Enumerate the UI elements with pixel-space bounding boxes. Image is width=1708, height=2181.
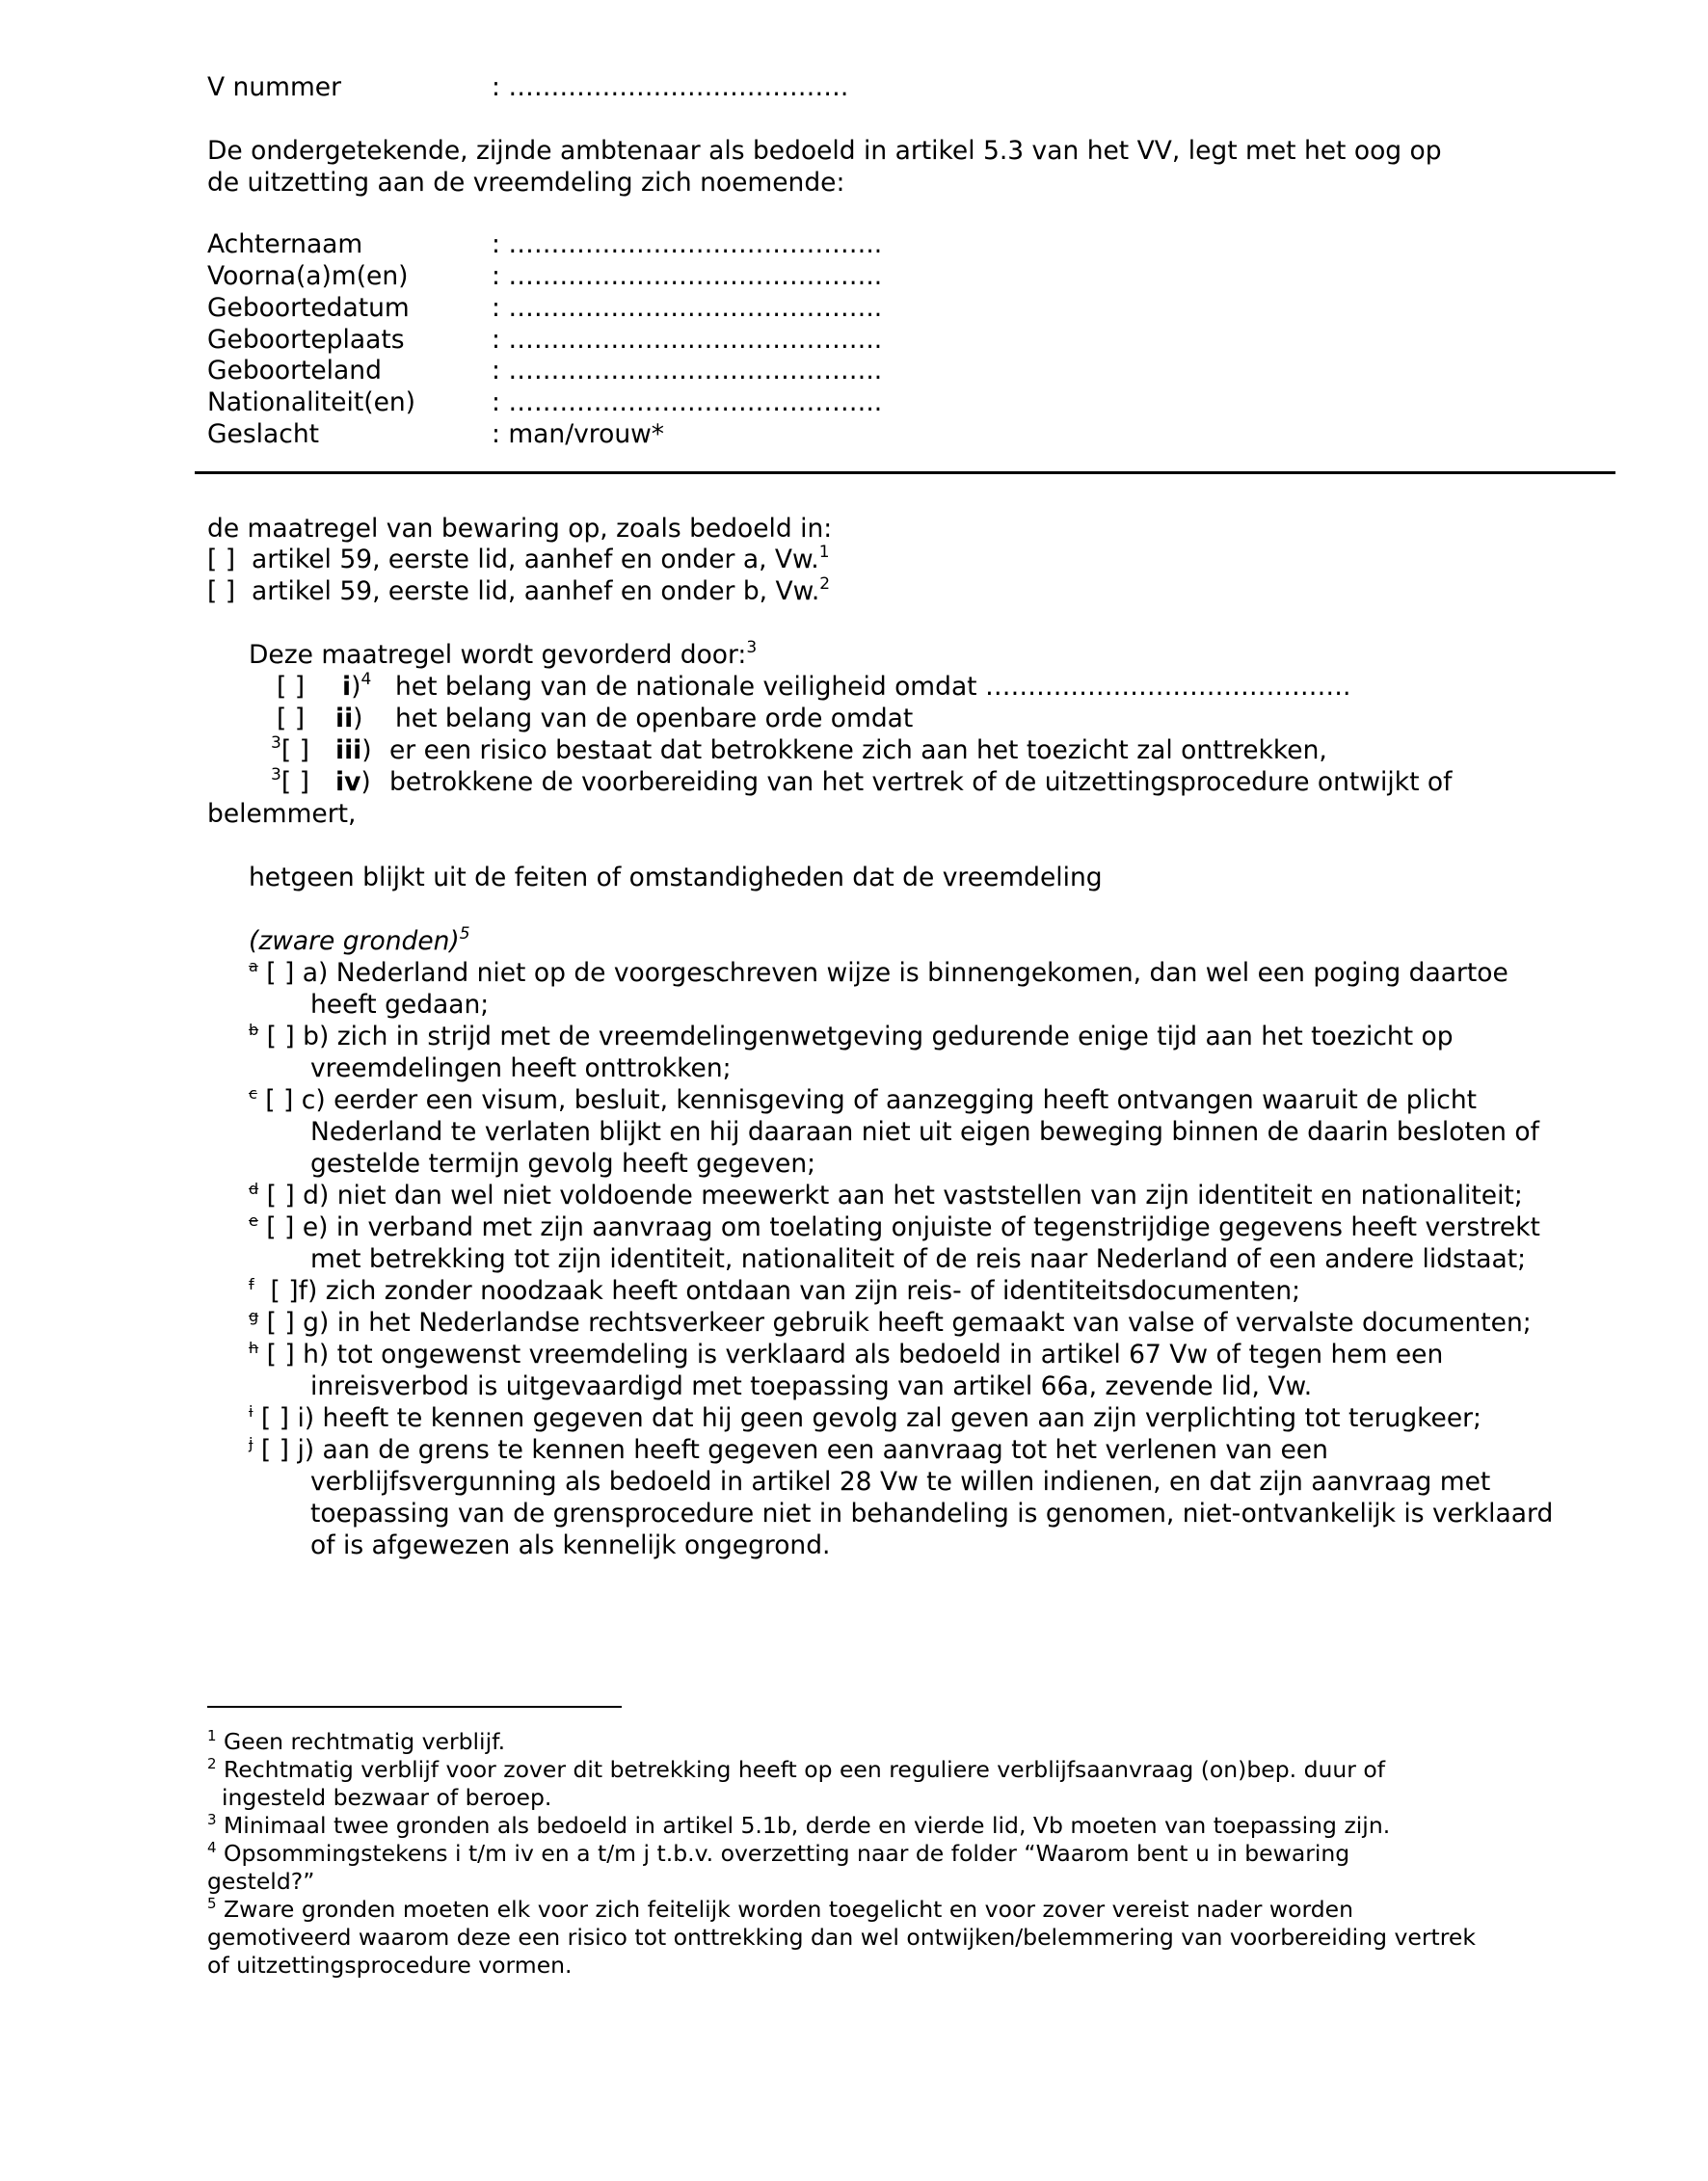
ground-text: h) tot ongewenst vreemdeling is verklaard als bedoeld in artikel 67 Vw of tegen hem een <box>303 1340 1444 1370</box>
ground-item-c <box>249 1084 1477 1116</box>
v-nummer-label: V nummer <box>207 72 341 102</box>
field-value-achternaam[interactable]: : …………………………………….. <box>492 229 883 259</box>
ground-marker: d <box>249 1180 259 1198</box>
required-by-item-iv <box>271 766 309 798</box>
footnote-ref[interactable]: 5 <box>459 924 470 944</box>
footnote-text: Rechtmatig verblijf voor zover dit betrekking heeft op een reguliere verblijfsaanvraag (on)bep. duur of <box>224 1756 1386 1783</box>
checkbox-article-59a[interactable]: [ ] <box>207 545 236 574</box>
ground-text-cont: inreisverbod is uitgevaardigd met toepassing van artikel 66a, zevende lid, Vw. <box>310 1371 1313 1401</box>
checkbox-article-59b[interactable]: [ ] <box>207 576 236 606</box>
footnote-ref[interactable]: 2 <box>819 574 831 594</box>
checkbox-ground-j[interactable]: [ ] <box>260 1435 289 1465</box>
ground-item-g <box>249 1307 1532 1339</box>
field-value-geboorteplaats[interactable]: : …………………………………….. <box>492 325 883 355</box>
intro-line-2: de uitzetting aan de vreemdeling zich noemende: <box>207 168 845 198</box>
field-label-geboortedatum: Geboortedatum <box>207 293 410 323</box>
required-by-title-text: Deze maatregel wordt gevorderd door: <box>249 640 747 670</box>
checkbox-ground-g[interactable]: [ ] <box>266 1308 295 1338</box>
required-by-item-iv-label: iv) <box>335 767 371 797</box>
checkbox-ground-b[interactable]: [ ] <box>266 1022 295 1051</box>
ground-text-cont: verblijfsvergunning als bedoeld in artikel 28 Vw te willen indienen, en dat zijn aanvraag met <box>310 1467 1491 1497</box>
ground-text: j) aan de grens te kennen heeft gegeven een aanvraag tot het verlenen van een <box>297 1435 1328 1465</box>
section-divider <box>195 471 1615 474</box>
intro-line-1: De ondergetekende, zijnde ambtenaar als bedoeld in artikel 5.3 van het VV, legt met het oog op <box>207 136 1442 166</box>
ground-item-d <box>249 1180 1523 1211</box>
ground-item-e <box>249 1211 1540 1243</box>
footnote-text: Opsommingstekens i t/m iv en a t/m j t.b.v. overzetting naar de folder “Waarom bent u in bewaring <box>224 1840 1350 1867</box>
checkbox-risk-evasion[interactable]: [ ] <box>280 735 309 765</box>
ground-text: a) Nederland niet op de voorgeschreven wijze is binnengekomen, dan wel een poging daartoe <box>302 958 1508 988</box>
ground-marker: b <box>249 1021 259 1039</box>
required-by-item-ii-text: het belang van de openbare orde omdat <box>395 704 914 733</box>
required-by-item-i-label: i)$^4$ <box>342 670 372 702</box>
footnote-1 <box>207 1728 505 1756</box>
ground-item-h <box>249 1339 1443 1370</box>
ground-text-cont: vreemdelingen heeft onttrokken; <box>310 1053 732 1083</box>
ground-text-cont: heeft gedaan; <box>310 990 490 1020</box>
ground-text: d) niet dan wel niet voldoende meewerkt aan het vaststellen van zijn identiteit en nationaliteit; <box>303 1181 1523 1210</box>
footnote-2-cont: ingesteld bezwaar of beroep. <box>222 1784 552 1811</box>
required-by-item-iv-text: betrokkene de voorbereiding van het vertrek of de uitzettingsprocedure ontwijkt of <box>389 767 1453 797</box>
ground-marker: e <box>249 1211 258 1230</box>
required-by-item-ii-label: ii) <box>335 704 363 733</box>
required-by-item-ii <box>277 703 305 734</box>
ground-item-i <box>249 1402 1481 1434</box>
ground-text: b) zich in strijd met de vreemdelingenwetgeving gedurende enige tijd aan het toezicht op <box>303 1022 1454 1051</box>
footnote-ref[interactable]: 1 <box>818 543 830 562</box>
ground-item-a <box>249 957 1508 989</box>
footnote-5-cont: of uitzettingsprocedure vormen. <box>207 1952 573 1979</box>
footnote-text: Minimaal twee gronden als bedoeld in artikel 5.1b, derde en vierde lid, Vb moeten van toepassing zijn. <box>224 1812 1391 1839</box>
ground-marker: i <box>249 1402 254 1421</box>
item-number: ii <box>335 704 354 733</box>
ground-text: c) eerder een visum, besluit, kennisgeving of aanzegging heeft ontvangen waaruit de plicht <box>301 1085 1478 1115</box>
ground-text: i) heeft te kennen gegeven dat hij geen gevolg zal geven aan zijn verplichting tot terugkeer; <box>297 1403 1481 1433</box>
checkbox-ground-a[interactable]: [ ] <box>266 958 295 988</box>
ground-marker: h <box>249 1339 259 1357</box>
field-label-nationaliteit: Nationaliteit(en) <box>207 387 416 417</box>
field-value-nationaliteit[interactable]: : …………………………………….. <box>492 387 883 417</box>
footnote-number: 4 <box>207 1839 217 1856</box>
required-by-item-iii-label: iii) <box>335 735 372 765</box>
footnote-number: 5 <box>207 1895 217 1912</box>
ground-item-b <box>249 1021 1454 1052</box>
ground-text-cont: toepassing van de grensprocedure niet in behandeling is genomen, niet-ontvankelijk is verklaard <box>310 1499 1554 1529</box>
footnote-number: 3 <box>207 1811 217 1828</box>
required-by-item-i-text: het belang van de nationale veiligheid omdat ……………………………………. <box>395 672 1351 702</box>
footnote-number: 1 <box>207 1727 217 1744</box>
field-value-geboorteland[interactable]: : …………………………………….. <box>492 356 883 386</box>
checkbox-ground-e[interactable]: [ ] <box>266 1212 295 1242</box>
footnote-5 <box>207 1896 1353 1924</box>
ground-text-cont: gestelde termijn gevolg heeft gegeven; <box>310 1149 816 1179</box>
grounds-title-text: (zware gronden) <box>249 926 460 956</box>
footnote-separator <box>207 1706 622 1708</box>
field-label-achternaam: Achternaam <box>207 229 363 259</box>
item-number: iv <box>335 767 361 797</box>
footnote-5-cont: gemotiveerd waarom deze een risico tot onttrekking dan wel ontwijken/belemmering van voorbereiding vertrek <box>207 1924 1476 1951</box>
ground-marker: f <box>249 1275 254 1293</box>
footnote-4 <box>207 1840 1349 1868</box>
field-label-geslacht: Geslacht <box>207 419 320 449</box>
field-label-voornamen: Voorna(a)m(en) <box>207 261 409 291</box>
field-label-geboorteland: Geboorteland <box>207 356 382 386</box>
footnote-text: Zware gronden moeten elk voor zich feitelijk worden toegelicht en voor zover vereist nader worden <box>224 1896 1354 1923</box>
required-by-item-iii <box>271 734 309 766</box>
footnote-4-cont: gesteld?” <box>207 1868 315 1895</box>
footnote-ref[interactable]: 4 <box>360 670 372 689</box>
grounds-title <box>249 925 470 957</box>
footnote-text: Geen rechtmatig verblijf. <box>224 1728 506 1755</box>
measure-option-a <box>207 544 830 575</box>
field-value-voornamen[interactable]: : …………………………………….. <box>492 261 883 291</box>
required-by-title <box>249 639 757 671</box>
ground-text: e) in verband met zijn aanvraag om toelating onjuiste of tegenstrijdige gegevens heeft verstrekt <box>302 1212 1540 1242</box>
v-nummer-field[interactable]: : …………………………………. <box>492 72 849 102</box>
ground-item-f <box>249 1275 1300 1307</box>
footnote-ref[interactable]: 3 <box>746 638 758 657</box>
ground-marker: g <box>249 1307 259 1325</box>
measure-option-text: artikel 59, eerste lid, aanhef en onder a, Vw. <box>251 545 819 574</box>
ground-item-j <box>249 1434 1328 1466</box>
measure-intro: de maatregel van bewaring op, zoals bedoeld in: <box>207 514 833 544</box>
ground-text: g) in het Nederlandse rechtsverkeer gebruik heeft gemaakt van valse of vervalste documenten; <box>303 1308 1532 1338</box>
ground-text-cont: Nederland te verlaten blijkt en hij daaraan niet uit eigen beweging binnen de daarin besloten of <box>310 1117 1539 1147</box>
ground-marker: c <box>249 1084 257 1103</box>
item-number: iii <box>335 735 362 765</box>
ground-text-cont: met betrekking tot zijn identiteit, nationaliteit of de reis naar Nederland of een andere lidstaat; <box>310 1244 1527 1274</box>
ground-text: f) zich zonder noodzaak heeft ontdaan van zijn reis- of identiteitsdocumenten; <box>298 1276 1301 1306</box>
checkbox-ground-d[interactable]: [ ] <box>266 1181 295 1210</box>
measure-option-text: artikel 59, eerste lid, aanhef en onder b, Vw. <box>251 576 820 606</box>
checkbox-ground-i[interactable]: [ ] <box>260 1403 289 1433</box>
measure-option-b <box>207 575 830 607</box>
checkbox-ground-h[interactable]: [ ] <box>266 1340 295 1370</box>
required-by-item-iii-text: er een risico bestaat dat betrokkene zich aan het toezicht zal onttrekken, <box>389 735 1327 765</box>
facts-intro: hetgeen blijkt uit de feiten of omstandigheden dat de vreemdeling <box>249 863 1103 892</box>
ground-text-cont: of is afgewezen als kennelijk ongegrond. <box>310 1530 831 1560</box>
required-by-continuation: belemmert, <box>207 799 357 829</box>
footnote-3 <box>207 1812 1390 1840</box>
footnote-number: 2 <box>207 1755 217 1772</box>
footnote-2 <box>207 1756 1385 1784</box>
footnote-ref[interactable]: 3 <box>271 765 281 785</box>
checkbox-ground-f[interactable]: [ ] <box>270 1276 299 1306</box>
ground-marker: a <box>249 957 258 975</box>
checkbox-obstruction[interactable]: [ ] <box>280 767 309 797</box>
field-value-geslacht[interactable]: : man/vrouw* <box>492 419 665 449</box>
checkbox-national-security[interactable]: [ ] <box>277 672 306 702</box>
footnote-ref[interactable]: 3 <box>271 733 281 753</box>
checkbox-public-order[interactable]: [ ] <box>277 704 306 733</box>
field-value-geboortedatum[interactable]: : …………………………………….. <box>492 293 883 323</box>
field-label-geboorteplaats: Geboorteplaats <box>207 325 405 355</box>
required-by-item-i <box>277 671 305 703</box>
ground-marker: j <box>249 1434 254 1452</box>
item-number: i <box>342 672 352 702</box>
checkbox-ground-c[interactable]: [ ] <box>265 1085 294 1115</box>
